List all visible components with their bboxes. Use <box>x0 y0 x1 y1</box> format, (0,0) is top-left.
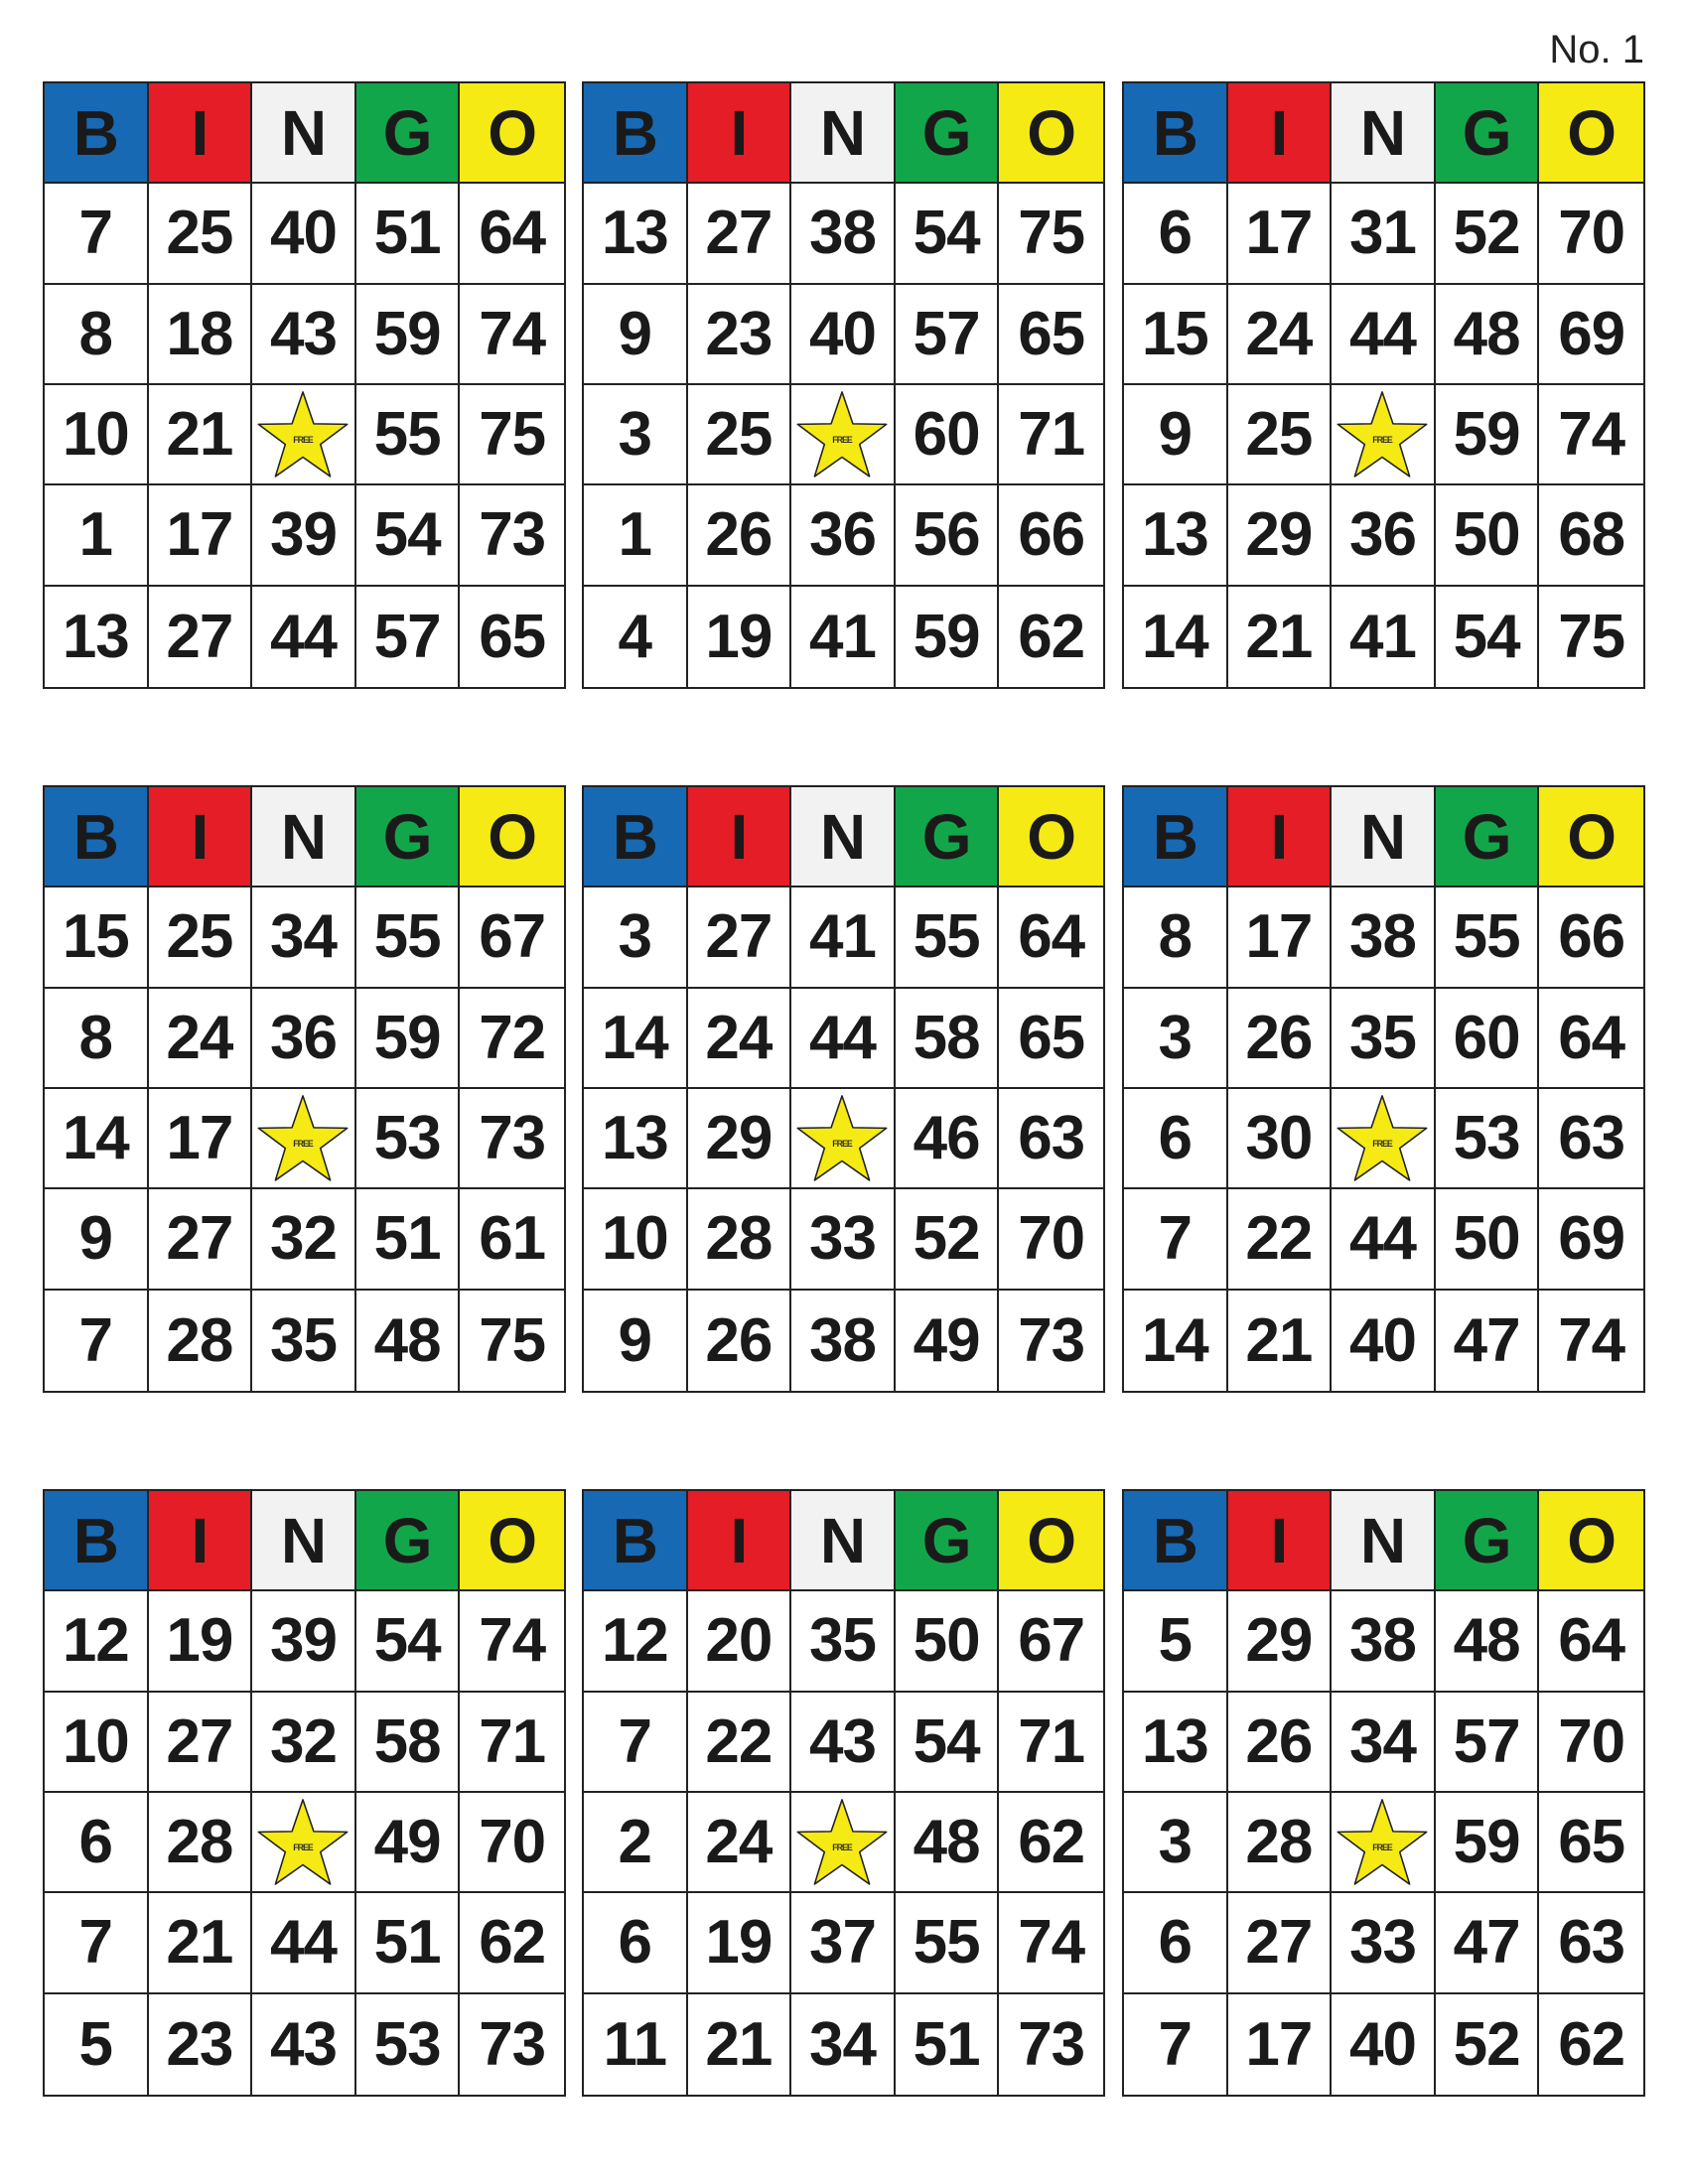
number-cell: 75 <box>999 184 1103 284</box>
number-cell: 21 <box>149 385 253 485</box>
number-cell: 73 <box>1018 2009 1085 2079</box>
number-cell: 21 <box>688 1994 792 2095</box>
number-cell: 8 <box>45 989 149 1089</box>
number-cell: 52 <box>896 1189 1000 1290</box>
number-cell: 59 <box>896 587 1000 687</box>
bingo-card <box>43 785 566 1393</box>
header-letter-i: I <box>688 787 792 887</box>
number-cell: 33 <box>791 1189 896 1290</box>
number-cell: 23 <box>149 1994 253 2095</box>
number-cell: 35 <box>252 1291 356 1391</box>
number-cell: 74 <box>999 1893 1103 1993</box>
number-cell: 65 <box>479 602 546 671</box>
number-cell: 43 <box>791 1693 896 1793</box>
number-cell: 41 <box>791 887 896 988</box>
number-cell: 63 <box>1539 1089 1643 1189</box>
number-cell: 19 <box>149 1591 253 1692</box>
number-cell: 31 <box>1332 184 1436 284</box>
number-cell: 26 <box>1228 1693 1333 1793</box>
number-cell: 65 <box>999 285 1103 385</box>
header-letter-i: I <box>149 83 253 184</box>
number-cell: 17 <box>149 485 253 586</box>
header-letter-i: I <box>1228 1491 1333 1591</box>
number-cell: 54 <box>1436 587 1540 687</box>
number-cell: 1 <box>584 485 688 586</box>
number-cell: 11 <box>584 1994 688 2095</box>
number-cell: 27 <box>149 1693 253 1793</box>
number-cell: 27 <box>688 184 792 284</box>
header-letter-b: B <box>584 787 688 887</box>
number-cell: 24 <box>688 1793 792 1893</box>
number-cell: 41 <box>1332 587 1436 687</box>
number-cell: 34 <box>252 887 356 988</box>
number-cell: 9 <box>584 1291 688 1391</box>
free-space <box>791 385 896 485</box>
number-cell: 17 <box>1228 184 1333 284</box>
number-cell: 17 <box>149 1089 253 1189</box>
sheet-number: No. 1 <box>1549 28 1644 71</box>
header-letter-g: G <box>896 83 1000 184</box>
number-cell: 28 <box>1228 1793 1333 1893</box>
number-cell: 57 <box>1436 1693 1540 1793</box>
number-cell: 14 <box>45 1089 149 1189</box>
number-cell: 68 <box>1539 485 1643 586</box>
number-cell: 52 <box>1436 184 1540 284</box>
number-cell: 22 <box>1228 1189 1333 1290</box>
number-cell: 36 <box>252 989 356 1089</box>
number-cell: 38 <box>791 1291 896 1391</box>
number-cell: 44 <box>791 989 896 1089</box>
bingo-card <box>43 1489 566 2097</box>
number-cell: 37 <box>791 1893 896 1993</box>
star-icon <box>793 388 891 481</box>
header-letter-b: B <box>1124 787 1228 887</box>
number-cell: 70 <box>1539 184 1643 284</box>
number-cell: 51 <box>356 1893 461 1993</box>
number-cell: 40 <box>791 285 896 385</box>
number-cell: 5 <box>1124 1591 1228 1692</box>
bingo-card <box>1122 1489 1645 2097</box>
number-cell: 3 <box>584 887 688 988</box>
free-space <box>252 385 356 485</box>
number-cell: 55 <box>356 887 461 988</box>
header-letter-i: I <box>149 787 253 887</box>
free-label: FREE <box>293 1842 314 1852</box>
number-cell: 48 <box>896 1793 1000 1893</box>
number-cell: 62 <box>1558 2009 1625 2079</box>
number-cell: 32 <box>252 1189 356 1290</box>
number-cell: 34 <box>791 1994 896 2095</box>
number-cell: 20 <box>688 1591 792 1692</box>
number-cell: 7 <box>45 184 149 284</box>
number-cell: 28 <box>688 1189 792 1290</box>
number-cell: 27 <box>688 887 792 988</box>
number-cell: 57 <box>356 587 461 687</box>
number-cell: 67 <box>460 887 564 988</box>
header-letter-o: O <box>460 787 564 887</box>
number-cell: 13 <box>584 1089 688 1189</box>
number-cell: 59 <box>356 989 461 1089</box>
number-cell: 10 <box>45 1693 149 1793</box>
number-cell: 73 <box>479 2009 546 2079</box>
number-cell: 25 <box>688 385 792 485</box>
number-cell: 58 <box>356 1693 461 1793</box>
number-cell: 30 <box>1228 1089 1333 1189</box>
number-cell: 54 <box>356 1591 461 1692</box>
number-cell: 47 <box>1436 1291 1540 1391</box>
number-cell: 74 <box>1539 385 1643 485</box>
header-letter-i: I <box>149 1491 253 1591</box>
number-cell: 21 <box>149 1893 253 1993</box>
number-cell: 60 <box>896 385 1000 485</box>
number-cell: 56 <box>896 485 1000 586</box>
header-letter-b: B <box>45 1491 149 1591</box>
header-letter-n: N <box>1332 83 1436 184</box>
header-letter-g: G <box>1436 1491 1540 1591</box>
bingo-card <box>1122 81 1645 689</box>
number-cell: 43 <box>252 285 356 385</box>
number-cell: 51 <box>356 1189 461 1290</box>
header-letter-g: G <box>896 1491 1000 1591</box>
header-letter-b: B <box>1124 83 1228 184</box>
number-cell: 33 <box>1332 1893 1436 1993</box>
free-label: FREE <box>293 434 314 445</box>
number-cell: 50 <box>1436 485 1540 586</box>
free-space <box>252 1793 356 1893</box>
bingo-card <box>582 785 1105 1393</box>
number-cell: 62 <box>460 1893 564 1993</box>
number-cell: 25 <box>1228 385 1333 485</box>
number-cell: 6 <box>584 1893 688 1993</box>
bingo-card <box>582 81 1105 689</box>
number-cell: 55 <box>896 1893 1000 1993</box>
header-letter-b: B <box>45 83 149 184</box>
header-letter-i: I <box>688 1491 792 1591</box>
number-cell: 8 <box>45 285 149 385</box>
number-cell: 40 <box>252 184 356 284</box>
number-cell: 48 <box>356 1291 461 1391</box>
number-cell: 7 <box>1124 1189 1228 1290</box>
header-letter-g: G <box>356 83 461 184</box>
header-letter-n: N <box>252 787 356 887</box>
number-cell: 59 <box>356 285 461 385</box>
number-cell: 73 <box>460 1089 564 1189</box>
number-cell: 27 <box>149 1189 253 1290</box>
number-cell: 9 <box>1124 385 1228 485</box>
bingo-card <box>582 1489 1105 2097</box>
number-cell: 32 <box>252 1693 356 1793</box>
number-cell: 3 <box>1124 989 1228 1089</box>
number-cell: 64 <box>999 887 1103 988</box>
number-cell: 8 <box>1124 887 1228 988</box>
number-cell: 71 <box>999 385 1103 485</box>
number-cell: 10 <box>45 385 149 485</box>
number-cell: 21 <box>1228 1291 1333 1391</box>
number-cell: 75 <box>1558 602 1625 671</box>
header-letter-b: B <box>584 1491 688 1591</box>
number-cell: 44 <box>252 1893 356 1993</box>
number-cell: 29 <box>688 1089 792 1189</box>
number-cell: 57 <box>896 285 1000 385</box>
number-cell: 24 <box>688 989 792 1089</box>
number-cell: 62 <box>1018 602 1085 671</box>
number-cell: 70 <box>460 1793 564 1893</box>
number-cell: 39 <box>252 485 356 586</box>
number-cell: 17 <box>1228 1994 1333 2095</box>
number-cell: 13 <box>584 184 688 284</box>
number-cell: 15 <box>1124 285 1228 385</box>
number-cell: 25 <box>149 184 253 284</box>
header-letter-g: G <box>356 787 461 887</box>
number-cell: 40 <box>1332 1291 1436 1391</box>
number-cell: 10 <box>584 1189 688 1290</box>
number-cell: 53 <box>356 1089 461 1189</box>
number-cell: 52 <box>1436 1994 1540 2095</box>
star-icon <box>254 388 352 481</box>
number-cell: 26 <box>688 485 792 586</box>
header-letter-o: O <box>999 787 1103 887</box>
number-cell: 1 <box>45 485 149 586</box>
number-cell: 54 <box>896 184 1000 284</box>
header-letter-n: N <box>1332 1491 1436 1591</box>
free-label: FREE <box>293 1138 314 1149</box>
number-cell: 64 <box>1539 989 1643 1089</box>
header-letter-o: O <box>460 83 564 184</box>
free-label: FREE <box>1372 1138 1393 1149</box>
number-cell: 40 <box>1332 1994 1436 2095</box>
header-letter-i: I <box>1228 83 1333 184</box>
header-letter-o: O <box>460 1491 564 1591</box>
number-cell: 55 <box>356 385 461 485</box>
number-cell: 63 <box>1539 1893 1643 1993</box>
header-letter-g: G <box>1436 787 1540 887</box>
number-cell: 26 <box>688 1291 792 1391</box>
header-letter-o: O <box>999 1491 1103 1591</box>
number-cell: 69 <box>1539 1189 1643 1290</box>
number-cell: 44 <box>1332 1189 1436 1290</box>
number-cell: 36 <box>1332 485 1436 586</box>
header-letter-n: N <box>252 1491 356 1591</box>
number-cell: 24 <box>1228 285 1333 385</box>
number-cell: 51 <box>896 1994 1000 2095</box>
number-cell: 71 <box>460 1693 564 1793</box>
number-cell: 24 <box>149 989 253 1089</box>
number-cell: 44 <box>1332 285 1436 385</box>
number-cell: 49 <box>356 1793 461 1893</box>
number-cell: 13 <box>45 587 149 687</box>
number-cell: 46 <box>896 1089 1000 1189</box>
number-cell: 3 <box>1124 1793 1228 1893</box>
number-cell: 7 <box>45 1291 149 1391</box>
number-cell: 27 <box>1228 1893 1333 1993</box>
header-letter-o: O <box>1539 787 1643 887</box>
number-cell: 29 <box>1228 485 1333 586</box>
number-cell: 12 <box>45 1591 149 1692</box>
number-cell: 58 <box>896 989 1000 1089</box>
number-cell: 47 <box>1436 1893 1540 1993</box>
free-label: FREE <box>832 434 853 445</box>
number-cell: 25 <box>149 887 253 988</box>
number-cell: 66 <box>1539 887 1643 988</box>
free-space <box>1332 1089 1436 1189</box>
header-letter-b: B <box>1124 1491 1228 1591</box>
number-cell: 66 <box>999 485 1103 586</box>
free-space <box>791 1089 896 1189</box>
header-letter-n: N <box>791 787 896 887</box>
free-space <box>1332 1793 1436 1893</box>
star-icon <box>254 1092 352 1185</box>
header-letter-g: G <box>356 1491 461 1591</box>
number-cell: 14 <box>1124 1291 1228 1391</box>
number-cell: 14 <box>584 989 688 1089</box>
star-icon <box>1334 1092 1431 1185</box>
number-cell: 3 <box>584 385 688 485</box>
number-cell: 60 <box>1436 989 1540 1089</box>
number-cell: 54 <box>896 1693 1000 1793</box>
number-cell: 67 <box>999 1591 1103 1692</box>
header-letter-i: I <box>1228 787 1333 887</box>
number-cell: 28 <box>149 1793 253 1893</box>
number-cell: 6 <box>1124 184 1228 284</box>
header-letter-g: G <box>1436 83 1540 184</box>
header-letter-b: B <box>45 787 149 887</box>
number-cell: 61 <box>460 1189 564 1290</box>
number-cell: 64 <box>1539 1591 1643 1692</box>
header-letter-n: N <box>252 83 356 184</box>
number-cell: 38 <box>791 184 896 284</box>
number-cell: 65 <box>1539 1793 1643 1893</box>
number-cell: 72 <box>460 989 564 1089</box>
number-cell: 6 <box>1124 1089 1228 1189</box>
number-cell: 53 <box>356 1994 461 2095</box>
number-cell: 18 <box>149 285 253 385</box>
number-cell: 36 <box>791 485 896 586</box>
number-cell: 65 <box>999 989 1103 1089</box>
number-cell: 38 <box>1332 887 1436 988</box>
free-label: FREE <box>1372 1842 1393 1852</box>
header-letter-g: G <box>896 787 1000 887</box>
number-cell: 74 <box>1558 1305 1625 1375</box>
number-cell: 74 <box>460 285 564 385</box>
number-cell: 48 <box>1436 1591 1540 1692</box>
free-space <box>1332 385 1436 485</box>
number-cell: 28 <box>149 1291 253 1391</box>
number-cell: 50 <box>896 1591 1000 1692</box>
number-cell: 12 <box>584 1591 688 1692</box>
header-letter-b: B <box>584 83 688 184</box>
header-letter-o: O <box>1539 83 1643 184</box>
star-icon <box>1334 388 1431 481</box>
number-cell: 9 <box>584 285 688 385</box>
number-cell: 62 <box>999 1793 1103 1893</box>
number-cell: 9 <box>45 1189 149 1290</box>
number-cell: 2 <box>584 1793 688 1893</box>
number-cell: 13 <box>1124 1693 1228 1793</box>
number-cell: 13 <box>1124 485 1228 586</box>
number-cell: 17 <box>1228 887 1333 988</box>
number-cell: 15 <box>45 887 149 988</box>
number-cell: 35 <box>791 1591 896 1692</box>
number-cell: 55 <box>896 887 1000 988</box>
number-cell: 41 <box>791 587 896 687</box>
number-cell: 59 <box>1436 385 1540 485</box>
number-cell: 50 <box>1436 1189 1540 1290</box>
number-cell: 14 <box>1124 587 1228 687</box>
star-icon <box>793 1092 891 1185</box>
free-label: FREE <box>832 1138 853 1149</box>
free-label: FREE <box>832 1842 853 1852</box>
bingo-card <box>43 81 566 689</box>
star-icon <box>1334 1796 1431 1889</box>
header-letter-n: N <box>791 1491 896 1591</box>
number-cell: 19 <box>688 587 792 687</box>
header-letter-o: O <box>999 83 1103 184</box>
header-letter-n: N <box>791 83 896 184</box>
number-cell: 7 <box>45 1893 149 1993</box>
number-cell: 38 <box>1332 1591 1436 1692</box>
number-cell: 59 <box>1436 1793 1540 1893</box>
number-cell: 43 <box>252 1994 356 2095</box>
header-letter-i: I <box>688 83 792 184</box>
star-icon <box>793 1796 891 1889</box>
star-icon <box>254 1796 352 1889</box>
number-cell: 4 <box>584 587 688 687</box>
number-cell: 19 <box>688 1893 792 1993</box>
number-cell: 75 <box>479 1305 546 1375</box>
number-cell: 22 <box>688 1693 792 1793</box>
number-cell: 34 <box>1332 1693 1436 1793</box>
free-space <box>252 1089 356 1189</box>
number-cell: 73 <box>460 485 564 586</box>
number-cell: 64 <box>460 184 564 284</box>
number-cell: 63 <box>999 1089 1103 1189</box>
number-cell: 54 <box>356 485 461 586</box>
number-cell: 23 <box>688 285 792 385</box>
number-cell: 53 <box>1436 1089 1540 1189</box>
number-cell: 73 <box>1018 1305 1085 1375</box>
number-cell: 6 <box>45 1793 149 1893</box>
number-cell: 55 <box>1436 887 1540 988</box>
number-cell: 49 <box>896 1291 1000 1391</box>
number-cell: 26 <box>1228 989 1333 1089</box>
number-cell: 69 <box>1539 285 1643 385</box>
header-letter-o: O <box>1539 1491 1643 1591</box>
number-cell: 5 <box>45 1994 149 2095</box>
number-cell: 51 <box>356 184 461 284</box>
number-cell: 70 <box>1539 1693 1643 1793</box>
number-cell: 48 <box>1436 285 1540 385</box>
free-space <box>791 1793 896 1893</box>
number-cell: 21 <box>1228 587 1333 687</box>
number-cell: 71 <box>999 1693 1103 1793</box>
bingo-card <box>1122 785 1645 1393</box>
number-cell: 70 <box>999 1189 1103 1290</box>
number-cell: 7 <box>1124 1994 1228 2095</box>
number-cell: 74 <box>460 1591 564 1692</box>
number-cell: 6 <box>1124 1893 1228 1993</box>
free-label: FREE <box>1372 434 1393 445</box>
number-cell: 44 <box>252 587 356 687</box>
number-cell: 27 <box>149 587 253 687</box>
number-cell: 29 <box>1228 1591 1333 1692</box>
number-cell: 35 <box>1332 989 1436 1089</box>
number-cell: 7 <box>584 1693 688 1793</box>
number-cell: 39 <box>252 1591 356 1692</box>
number-cell: 75 <box>460 385 564 485</box>
header-letter-n: N <box>1332 787 1436 887</box>
